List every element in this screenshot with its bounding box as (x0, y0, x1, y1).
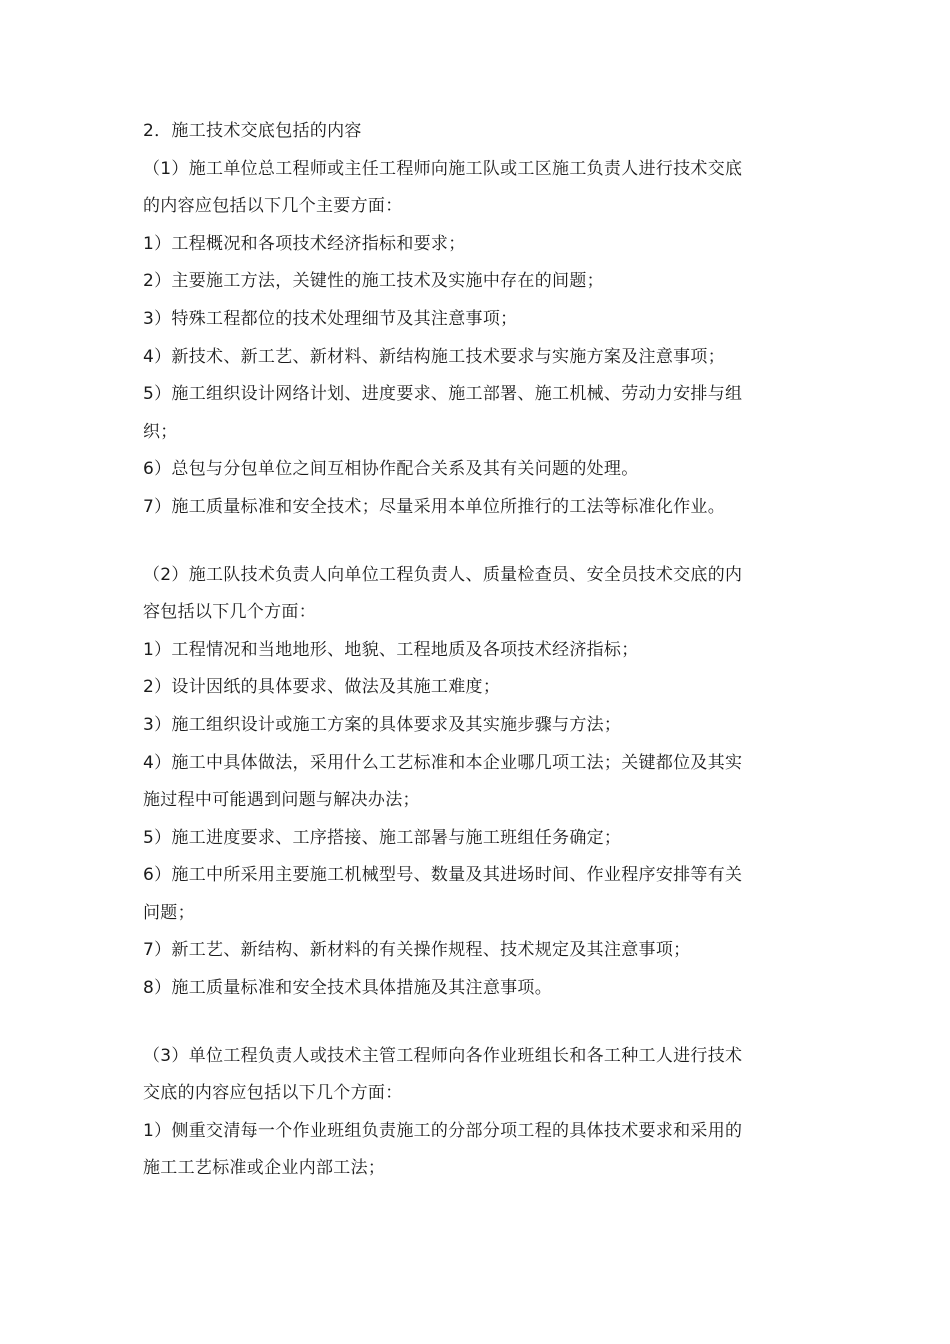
section2-item: 施过程中可能遇到问题与解决办法； (143, 790, 420, 811)
section1-item: 1）工程概况和各项技术经济指标和要求； (143, 233, 466, 254)
section2-item: 3）施工组织设计或施工方案的具体要求及其实施步骤与方法； (143, 714, 622, 735)
section-heading: 2．施工技术交底包括的内容 (143, 121, 362, 141)
section3-intro-continued: 交底的内容应包括以下几个方面： (143, 1083, 403, 1104)
section1-item: 3）特殊工程都位的技术处理细节及其注意事项； (143, 308, 518, 329)
section1-item: 6）总包与分包单位之间互相协作配合关系及其有关问题的处理。 (143, 459, 639, 480)
section2-item: 4）施工中具体做法，采用什么工艺标准和本企业哪几项工法；关键都位及其实 (143, 752, 743, 773)
section2-item: 5）施工进度要求、工序搭接、施工部暑与施工班组任务确定； (143, 827, 622, 848)
section1-intro-continued: 的内容应包括以下几个主要方面： (143, 196, 403, 217)
section1-item: 2）主要施工方法，关键性的施工技术及实施中存在的间题； (143, 271, 604, 292)
section2-item: 2）设计因纸的具体要求、做法及其施工难度； (143, 677, 501, 698)
section2-item: 7）新工艺、新结构、新材料的有关操作规程、技术规定及其注意事项； (143, 940, 691, 961)
section2-item: 8）施工质量标准和安全技术具体措施及其注意事项。 (143, 978, 553, 999)
document-body (143, 113, 815, 1188)
section1-item: 7）施工质量标准和安全技术；尽量采用本单位所推行的工法等标准化作业。 (143, 496, 726, 517)
section2-item: 问题； (143, 902, 195, 923)
section3-intro: （3）单位工程负责人或技术主管工程师向各作业班组长和各工种工人进行技术 (143, 1045, 743, 1066)
section2-intro: （2）施工队技术负责人向单位工程负责人、质量检查员、安全员技术交底的内 (143, 564, 743, 585)
section1-item: 5）施工组织设计网络计划、进度要求、施工部署、施工机械、劳动力安排与组 (143, 384, 743, 405)
section2-intro-continued: 容包括以下几个方面： (143, 602, 316, 623)
section2-item: 1）工程情况和当地地形、地貌、工程地质及各项技术经济指标； (143, 639, 639, 660)
section1-item: 4）新技术、新工艺、新材料、新结构施工技术要求与实施方案及注意事项； (143, 346, 726, 367)
section2-item: 6）施工中所采用主要施工机械型号、数量及其进场时间、作业程序安排等有关 (143, 865, 743, 886)
section3-item: 施工工艺标准或企业内部工法； (143, 1158, 386, 1179)
section1-intro: （1）施工单位总工程师或主任工程师向施工队或工区施工负责人进行技术交底 (143, 158, 743, 179)
section3-item: 1）侧重交清每一个作业班组负责施工的分部分项工程的具体技术要求和采用的 (143, 1120, 743, 1141)
section1-item: 织； (143, 421, 178, 442)
